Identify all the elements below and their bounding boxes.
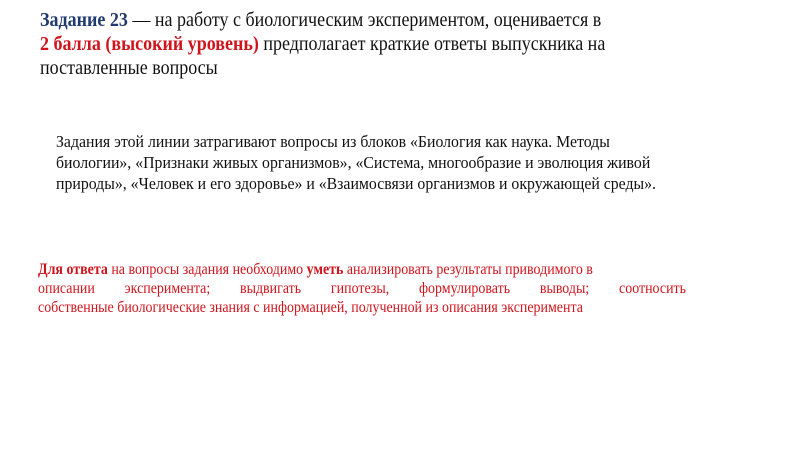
req-text: анализировать результаты приводимого в [343, 261, 593, 278]
req-bold: уметь [306, 261, 344, 278]
title-line-2 [40, 33, 605, 56]
score-label: 2 балла (высокий уровень) [40, 33, 259, 55]
req-line-2: описании эксперимента; выдвигать гипотезы, формулировать выводы; соотносить [38, 280, 686, 297]
title-text: — на работу с биологическим экспериментом, оценивается в [127, 9, 602, 31]
info-line: Задания этой линии затрагивают вопросы из блоков «Биология как наука. Методы [56, 132, 610, 151]
title-line-3: поставленные вопросы [40, 57, 218, 79]
info-line: природы», «Человек и его здоровье» и «Взаимосвязи организмов и окружающей среды». [56, 174, 657, 193]
title-text: предполагает краткие ответы выпускника на [258, 33, 606, 55]
req-line-1 [38, 261, 593, 279]
title-line-1 [40, 9, 601, 32]
req-text: на вопросы задания необходимо [107, 261, 307, 278]
info-line: биологии», «Признаки живых организмов», «Система, многообразие и эволюция живой [56, 153, 651, 172]
task-label: Задание 23 [40, 9, 128, 31]
req-bold: Для ответа [38, 261, 108, 278]
req-line-3: собственные биологические знания с информацией, полученной из описания эксперимента [38, 299, 583, 316]
